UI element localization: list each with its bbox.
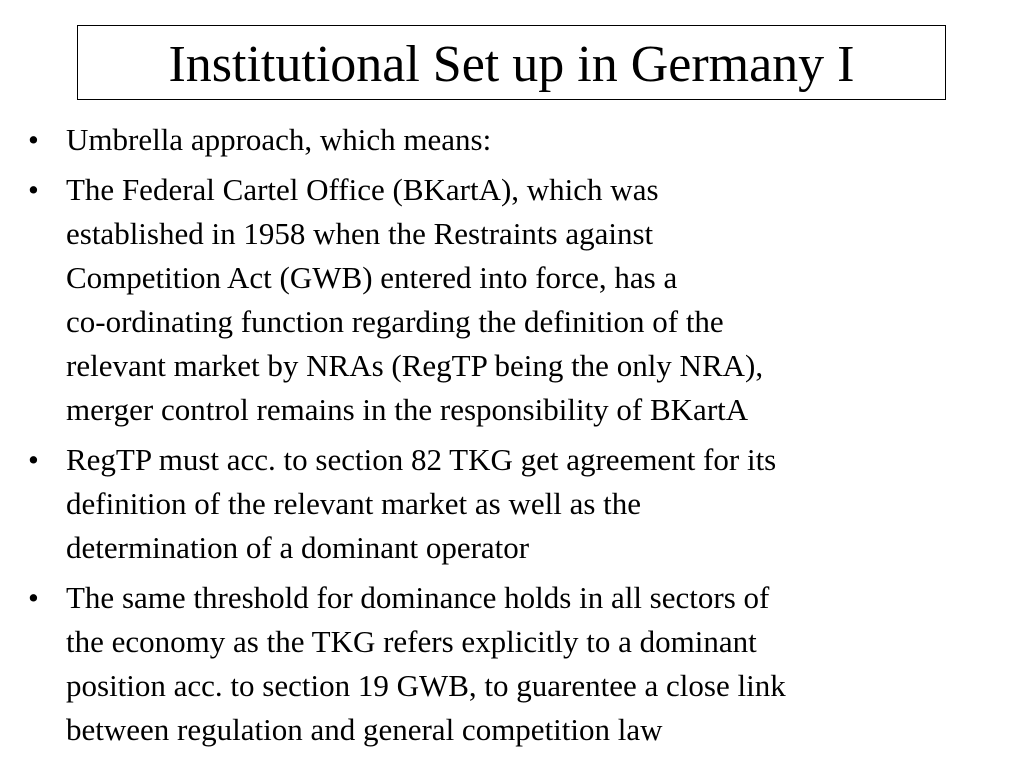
bullet-3-line-1: RegTP must acc. to section 82 TKG get agreement for its: [66, 442, 777, 477]
bullet-2-line-1: The Federal Cartel Office (BKartA), which was: [66, 172, 659, 207]
bullet-3-line-3: determination of a dominant operator: [66, 530, 530, 565]
bullet-item-4: [0, 576, 1024, 752]
slide-title-box: [77, 25, 946, 100]
bullet-2-line-6: merger control remains in the responsibility of BKartA: [66, 392, 749, 427]
bullet-icon: •: [28, 122, 39, 157]
bullet-4-line-4: between regulation and general competition law: [66, 712, 663, 747]
bullet-2-line-5: relevant market by NRAs (RegTP being the only NRA),: [66, 348, 764, 383]
bullet-icon: •: [28, 580, 39, 615]
bullet-item-1: [0, 118, 1024, 162]
bullet-4-line-3: position acc. to section 19 GWB, to guarentee a close link: [66, 668, 786, 703]
bullet-2-line-4: co-ordinating function regarding the definition of the: [66, 304, 724, 339]
bullet-list: [0, 118, 1024, 758]
bullet-2-line-2: established in 1958 when the Restraints against: [66, 216, 654, 251]
bullet-item-2: [0, 168, 1024, 432]
bullet-icon: •: [28, 172, 39, 207]
bullet-2-line-3: Competition Act (GWB) entered into force, has a: [66, 260, 678, 295]
bullet-4-line-2: the economy as the TKG refers explicitly to a dominant: [66, 624, 757, 659]
slide-title: Institutional Set up in Germany I: [168, 35, 855, 93]
bullet-4-line-1: The same threshold for dominance holds in all sectors of: [66, 580, 770, 615]
bullet-item-3: [0, 438, 1024, 570]
bullet-3-line-2: definition of the relevant market as well as the: [66, 486, 642, 521]
bullet-1-line-1: Umbrella approach, which means:: [66, 122, 492, 157]
bullet-icon: •: [28, 442, 39, 477]
